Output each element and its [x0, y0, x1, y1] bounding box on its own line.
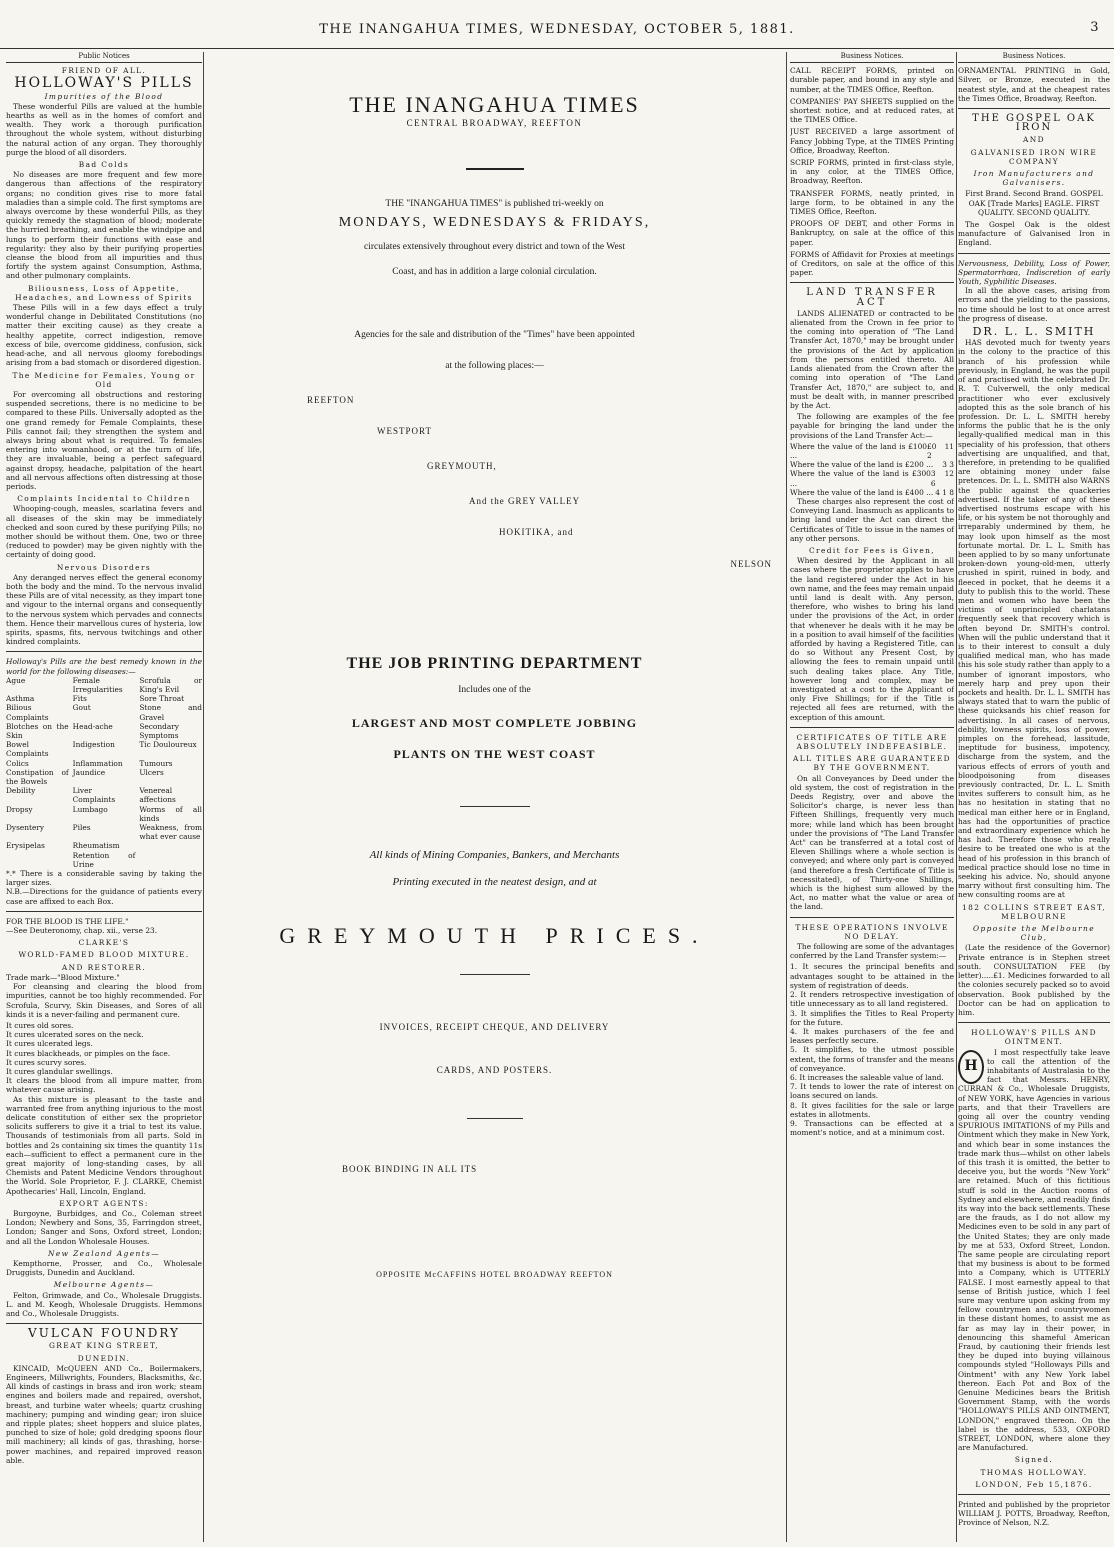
paragraph: In all the above cases, arising from errors and the yielding to the passions, no time should be lost to at once arrest the progress of disease.	[958, 286, 1110, 323]
disease-item: Colics	[6, 758, 29, 768]
heading: GALVANISED IRON WIRE COMPANY	[970, 147, 1098, 166]
fee-row	[790, 469, 954, 487]
paragraph: I most respectfully take leave to call the attention of the inhabitants of Australasia to the fact that Messrs. HENRY, CURRAN & Co., Wholesale Druggists, of NEW YORK, have Agencies in various parts, and that their Travellers are going all over the country vending SPURIOUS IMITATIONS of my Pills and Ointment which they make in New York, and which bear in some instances the trade mark thus—whilst on other labels of this trash it is omitted, the better to deceive you, but the words "New York" are retained. Much of this fictitious stuff is sold in the Auction rooms of Sydney and elsewhere, and readily finds its way into the back settlements. These are the frauds, as I do not allow my Medicines even to be sold in any part of the United States; they are only made by me at 533, Oxford Street, London. The same people are circulating report that my business is about to be formed into a Company, which is UTTERLY FALSE. I most earnestly appeal to that sense of British justice, which I feel sure may venture upon asking from my fellow countrymen and countrywomen in these distant homes, to assist me as far as may lay in their power, in denouncing this shameful American Fraud, by cautioning their friends lest they be duped into buying villainous compounds styled "Holloways Pills and Ointment" with any New York label thereon. Each Pot and Box of the Genuine Medicines bears the British Government Stamp, with the words "HOLLOWAY'S PILLS AND OINTMENT, LONDON," engraved thereon. On the label is the address, 533, OXFORD STREET, LONDON, where alone they are Manufactured.	[958, 1047, 1110, 1453]
masthead	[0, 22, 1114, 37]
agency-place: WESTPORT	[377, 425, 432, 436]
fee-table	[790, 442, 954, 497]
disease-item: Dropsy	[6, 804, 33, 814]
text: LARGEST AND MOST COMPLETE JOBBING	[351, 716, 638, 731]
publish-days: MONDAYS, WEDNESDAYS & FRIDAYS,	[338, 214, 651, 230]
disease-item: Dysentery	[6, 823, 45, 833]
text: Signed.	[1014, 1455, 1054, 1465]
disease-item	[139, 851, 202, 869]
disease-item: Erysipelas	[6, 841, 45, 851]
cure-item: It cures ulcerated sores on the neck.	[6, 1030, 144, 1040]
divider	[460, 806, 530, 807]
note: N.B.—Directions for the guidance of patients every case are affixed to each Box.	[6, 887, 202, 906]
heading: HOLLOWAY'S PILLS AND OINTMENT.	[971, 1028, 1097, 1047]
heading: HOLLOWAY'S PILLS	[14, 75, 194, 92]
text: Coast, and has in addition a large colonial circulation.	[392, 267, 597, 278]
cure-item: It cures blackheads, or pimples on the face.	[6, 1048, 171, 1058]
heading: THE GOSPEL OAK IRON	[972, 113, 1096, 134]
advantage-item: 7. It tends to lower the rate of interest on loans secured on lands.	[790, 1082, 954, 1101]
paragraph: Burgoyne, Burbidges, and Co., Coleman street London; Newbery and Sons, 35, Farringdon street, London; Sanger and Sons, Oxford street, London; and all the London Wholesale Houses.	[6, 1208, 202, 1246]
disease-item: Ague	[6, 675, 26, 685]
fee-value: 3 3	[942, 460, 954, 470]
disease-item: Blotches on the Skin	[6, 721, 69, 741]
divider	[467, 1118, 523, 1119]
divider	[790, 727, 954, 728]
disease-item: Lumbago	[72, 804, 108, 814]
text: Agencies for the sale and distribution of the "Times" have been appointed	[354, 330, 635, 341]
paragraph: KINCAID, McQUEEN AND Co., Boilermakers, Engineers, Millwrights, Founders, Blacksmiths, &c. All kinds of castings in brass and iron work; steam engines and boilers made and repaired, overshot, breast, and turbine water wheels; quartz crushing machinery; pumping and winding gear; iron sluice and ripple plates; sheet hoppers and sluice plates, punched to size of hole; gold dredging spoons flour mill machinery; all kinds of gas, thrashing, horse-power machines, and repaired improved reason able.	[6, 1363, 202, 1465]
cure-list	[6, 1021, 202, 1095]
disease-item: Inflammation	[72, 758, 123, 768]
divider	[958, 1494, 1110, 1495]
heading: WORLD-FAMED BLOOD MIXTURE.	[18, 950, 190, 960]
disease-item: Tic Douloureux	[139, 740, 197, 750]
column-times-advert	[207, 52, 782, 1542]
heading: DR. L. L. SMITH	[972, 325, 1096, 339]
paragraph: For overcoming all obstructions and restoring suspended secretions, there is no medicine to be compared to these Pills. Universally adopted as the one grand remedy for Female Complaints, these Pills cannot fail; they strengthen the system and always bring about what is required. To females entering into womanhood, or at the turn of life, they are invaluable, being a perfect safeguard against dropsy, headache, palpitation of the heart and all nervous affections often distressing at those periods.	[6, 389, 202, 491]
divider	[790, 917, 954, 918]
heading: VULCAN FOUNDRY	[28, 1326, 180, 1341]
note: Trade mark—"Blood Mixture."	[6, 972, 120, 982]
paper-title: THE INANGAHUA TIMES	[349, 92, 640, 117]
disease-item: Weakness, from what ever cause	[139, 823, 202, 842]
fee-desc: Where the value of the land is £100 ...	[790, 441, 927, 460]
fee-value: 3 12 6	[930, 469, 954, 488]
address: Opposite the Melbourne Club,	[973, 924, 1095, 943]
heading: CLARKE'S	[78, 938, 130, 948]
disease-item: Venereal affections	[139, 786, 176, 805]
heading: THESE OPERATIONS INVOLVE NO DELAY.	[795, 922, 949, 941]
text: PLANTS ON THE WEST COAST	[393, 747, 596, 762]
divider	[6, 1323, 202, 1324]
business-ad: SCRIP FORMS, printed in first-class style, in any color, at the TIMES Office, Broadway, Reefton.	[790, 158, 954, 186]
column-header: Public Notices	[6, 52, 202, 63]
column-public-notices	[6, 52, 202, 1542]
disease-item: Bilious Complaints	[6, 703, 49, 722]
paragraph: These wonderful Pills are valued at the humble hearths as well as in the homes of comfort and wealth. They work a thorough purification throughout the whole system, without disturbing the natural action of any organ. They thoroughly purge the blood of all disorders.	[6, 101, 202, 157]
cure-item: It clears the blood from all impure matter, from whatever cause arising.	[6, 1076, 202, 1095]
note: —See Deuteronomy, chap. xii., verse 23.	[6, 926, 158, 936]
column-rule	[203, 52, 204, 1542]
subheading: DUNEDIN.	[77, 1353, 131, 1363]
advantage-item: 9. Transactions can be effected at a moment's notice, and at a minimum cost.	[790, 1118, 954, 1138]
divider	[6, 911, 202, 912]
heading: FOR THE BLOOD IS THE LIFE."	[6, 916, 129, 926]
business-ad: CALL RECEIPT FORMS, printed on durable paper, and bound in any style and number, at the TIMES Office, Reefton.	[790, 66, 954, 94]
disease-item: Jaundice	[72, 767, 106, 777]
cure-item: It cures glandular swellings.	[6, 1066, 113, 1076]
paragraph: The following are examples of the fee payable for bringing the land under the provisions of the Land Transfer Act:—	[790, 412, 954, 440]
subheading: Credit for Fees is Given,	[808, 545, 936, 555]
paragraph: LANDS ALIENATED or contracted to be alienated from the Crown in fee prior to the coming into operation of "The Land Transfer Act, 1870," may be brought under the provisions of the Act by application from the persons entitled thereto. All Lands alienated from the Crown after the coming into operation of "The Land Transfer Act, 1870," are subject to, and must be dealt with, in manner prescribed by the Act.	[790, 308, 954, 410]
brand-marks: First Brand. Second Brand. GOSPEL OAK [Trade Marks] EAGLE. FIRST QUALITY. SECOND QUALITY.	[965, 189, 1103, 217]
divider	[958, 1022, 1110, 1023]
disease-item	[6, 851, 69, 869]
heading: Nervousness, Debility, Loss of Power, Spermatorrhœa, Indiscretion of early Youth, Syphilitic Diseases.	[958, 258, 1110, 287]
disease-item: Indigestion	[72, 740, 115, 750]
remedy-heading: Holloway's Pills are the best remedy known in the world for the following diseases:—	[6, 657, 202, 676]
paper-address: CENTRAL BROADWAY, REEFTON	[406, 118, 583, 129]
business-ad: JUST RECEIVED a large assortment of Fancy Jobbing Type, at the TIMES Printing Office, Broadway, Reefton.	[790, 127, 954, 155]
divider	[460, 974, 530, 975]
signature: THOMAS HOLLOWAY.	[980, 1467, 1088, 1477]
subheading: Complaints Incidental to Children	[17, 494, 191, 504]
paragraph: Whooping-cough, measles, scarlatina fevers and all diseases of the skin may be immediately checked and soon cured by these purifying Pills; no mother should be without them. One, two or three (reduced to powder) may be given nightly with the certainty of doing good.	[6, 504, 202, 560]
paragraph: For cleansing and clearing the blood from impurities, cannot be too highly recommended. For Scrofula, Scurvy, Skin Diseases, and Sores of all kinds it is a never-failing and permanent cure.	[6, 982, 202, 1019]
paragraph: No diseases are more frequent and few more dangerous than affections of the respiratory organs; no condition gives rise to more fatal maladies than a simple cold. The first symptoms are always overcome by these wonderful Pills, as they quickly remedy the stagnation of blood; moderate the hurried breathing, and enable the windpipe and lungs to perform their functions with ease and regularity: they also by their purifying properties cleanse the blood from all impurities and thus fortify the system against Consumption, Asthma, and other pulmonary complaints.	[6, 170, 202, 281]
column-header: Business Notices.	[790, 52, 954, 63]
column-header: Business Notices.	[958, 52, 1110, 63]
disease-item: Piles	[72, 823, 91, 833]
subheading: Impurities of the Blood	[44, 91, 164, 101]
advantages-list	[790, 962, 954, 1137]
ad-ornamental: ORNAMENTAL PRINTING in Gold, Silver, or Bronze, executed in the neatest style, and at the cheapest rates the Times Office, Broadway, Reefton.	[958, 66, 1110, 103]
masthead-title: THE INANGAHUA TIMES, WEDNESDAY, OCTOBER 5, 1881.	[319, 22, 795, 37]
paragraph: The Gospel Oak is the oldest manufacture of Galvanised Iron in England.	[958, 220, 1110, 248]
heading: AND RESTORER.	[61, 962, 147, 972]
disease-item: Scrofula or King's Evil	[139, 675, 202, 694]
paragraph: (Late the residence of the Governor) Private entrance is in Stephen street south. CONSULTATION FEE (by letter).....£1. Medicines forwarded to all the colonies securely packed so to avoid observation. Book published by the Doctor can be had on application to him.	[958, 943, 1110, 1017]
disease-item: Asthma	[6, 694, 35, 704]
disease-item: Bowel Complaints	[6, 740, 49, 759]
text: Printing executed in the neatest design, and at	[392, 875, 597, 888]
text: INVOICES, RECEIPT CHEQUE, AND DELIVERY	[379, 1022, 610, 1033]
disease-item: Head-ache	[72, 721, 113, 731]
paragraph: HAS devoted much for twenty years in the colony to the practice of this branch of his profession while previously, in England, he was the pupil of and practised with the celebrated Dr. R. T. Culverwell, the only medical practitioner who ever exclusively adopted this as the sole branch of his profession. Dr. L. L. SMITH hereby informs the public that he is the only legally-qualified medical man in this speciality of his profession, that others advertising are unqualified, and that, therefore, in pretending to be qualified are obtaining money under false pretences. Dr. L. L. SMITH also WARNS the public against the quackeries advertised. If the taker of any of these advertised nostrums escape with his life, or his system be not thoroughly and irreparably undermined by them, he may look upon himself as the most fortunate mortal. Dr. L. L. Smith has been applied to by so many unfortunate broken-down young-old-men, utterly crushed in spirit, ruined in body, and fleeced in pocket, that he deems it a duty to publish this to the world. These men and women who have been the victims of unprincipled charlatans frequently seek that recovery which is often beyond Dr. SMITH's control. When will the public understand that it is to their interest to consult a duly qualified medical man, who has made this his sole study rather than apply to a number of ignorant impostors, who merely harp and prey upon their pockets and health. Dr. L. L. SMITH has always stated that to warn the public of these quicksands his chief reason for advertising. In all cases of nervous, debility, lowness spirits, loss of power, pimples on the forehead, lassitude, ineptitude for business, impotency, discharge from the system, and the various effects of errors of youth and bloodpoisoning from diseases previously contracted, Dr. L. L. Smith invites sufferers to consult him, as he has no hesitation in stating that no medical man either here or in England, has had the opportunities of practice and extraordinary experience which he has had. Therefore those who really desire to be treated one who is at the head of his profession in this branch of medical practice should lose no time in seeking his advice. No, should anyone marry without first consulting him. The new consulting rooms are at	[958, 338, 1110, 900]
disease-item: Debility	[6, 786, 36, 796]
heading: ALL TITLES ARE GUARANTEED BY THE GOVERNMENT.	[793, 754, 951, 773]
fee-desc: Where the value of the land is £200 ...	[790, 460, 934, 470]
heading: FRIEND OF ALL.	[61, 66, 147, 76]
imprint: Printed and published by the proprietor WILLIAM J. POTTS, Broadway, Reefton, Province of Nelson, N.Z.	[958, 1500, 1110, 1528]
disease-item: Worms of all kinds	[139, 804, 202, 823]
heading: LAND TRANSFER ACT	[806, 287, 938, 308]
column-business-notices-2	[958, 52, 1110, 1542]
text: circulates extensively throughout every district and town of the West	[363, 241, 626, 252]
divider	[790, 282, 954, 283]
subheading: New Zealand Agents—	[48, 1248, 160, 1258]
advantage-item: 1. It secures the principal benefits and advantages sought to be attained in the system of registration of deeds.	[790, 962, 954, 990]
agency-place: HOKITIKA, and	[499, 527, 574, 538]
heading: CERTIFICATES OF TITLE ARE ABSOLUTELY INDEFEASIBLE.	[796, 732, 948, 752]
fee-row	[790, 460, 954, 469]
paragraph: These charges also represent the cost of Conveying Land. Inasmuch as applicants to bring land under the Act can direct the Certificates of Title to issue in the names of any other persons.	[790, 496, 954, 543]
disease-item: Stone and Gravel	[139, 703, 202, 722]
disease-item: Retention of Urine	[72, 850, 136, 869]
fee-value: 4 1 8	[935, 487, 954, 497]
subheading: AND	[1023, 135, 1045, 145]
disease-item: Rheumatism	[72, 841, 120, 851]
business-ad: PROOFS OF DEBT, and other Forms in Bankruptcy, on sale at the office of this paper.	[790, 219, 954, 247]
disease-item	[139, 841, 202, 850]
agency-place: GREYMOUTH,	[427, 461, 497, 472]
page-number: 3	[1090, 20, 1100, 35]
divider	[958, 108, 1110, 109]
divider	[6, 651, 202, 652]
small-ads	[790, 66, 954, 277]
note: *.* There is a considerable saving by taking the larger sizes.	[6, 869, 202, 888]
fee-row	[790, 442, 954, 460]
cure-item: It cures scurvy sores.	[6, 1057, 87, 1067]
advantage-item: 8. It gives facilities for the sale or large estates in allotments.	[790, 1100, 954, 1119]
disease-list	[6, 676, 202, 869]
agency-place: And the GREY VALLEY	[469, 496, 581, 507]
business-ad: FORMS of Affidavit for Proxies at meetings of Creditors, on sale at the office of this paper.	[790, 249, 954, 278]
disease-item: Gout	[72, 703, 91, 713]
text: CARDS, AND POSTERS.	[436, 1065, 553, 1076]
column-rule	[956, 52, 957, 1542]
text: Includes one of the	[458, 685, 531, 696]
business-ad: TRANSFER FORMS, neatly printed, in large form, to be obtained in any the TIMES Office, Reefton.	[790, 188, 954, 217]
text: OPPOSITE McCAFFINS HOTEL BROADWAY REEFTON	[376, 1269, 613, 1279]
subheading: The Medicine for Females, Young or Old	[12, 370, 196, 389]
fee-row	[790, 488, 954, 497]
paragraph: As this mixture is pleasant to the taste and warranted free from anything injurious to the most delicate constitution of either sex the proprietor solicits sufferers to give it a trial to test its value. Thousands of testimonials from all parts. Sold in bottles and 2s containing six times the quantity 11s each—sufficient to effect a permanent cure in the great majority of long-standing cases, by all Chemists and Patent Medicine Vendors throughout the World. Sole Proprietor, F. J. CLARKE, Chemist Apothecaries' Hall, Lincoln, England.	[6, 1094, 202, 1196]
subheading: Biliousness, Loss of Appetite, Headaches, and Lowness of Spirits	[15, 283, 193, 302]
column-business-notices	[790, 52, 954, 1542]
disease-item: Ulcers	[139, 767, 164, 777]
disease-item: Liver Complaints	[72, 786, 116, 805]
text: LONDON, Feb 15,1876.	[975, 1479, 1093, 1489]
column-rule	[786, 52, 787, 1542]
subheading: EXPORT AGENTS:	[59, 1198, 149, 1208]
trade-mark-seal-icon: H	[958, 1050, 984, 1084]
disease-item: Constipation of the Bowels	[6, 767, 69, 787]
text: All kinds of Mining Companies, Bankers, and Merchants	[369, 848, 620, 861]
advantage-item: 2. It renders retrospective investigation of title unnecessary as to all land registered.	[790, 990, 954, 1009]
advantage-item: 6. It increases the saleable value of land.	[790, 1072, 944, 1082]
paragraph: The following are some of the advantages conferred by the Land Transfer system:—	[790, 942, 954, 961]
divider	[958, 253, 1110, 254]
advantage-item: 4. It makes purchasers of the fee and leases perfectly secure.	[790, 1026, 954, 1046]
fee-desc: Where the value of the land is £400 ...	[790, 487, 934, 497]
fee-value: £0 11 2	[927, 441, 954, 460]
text: THE "INANGAHUA TIMES" is published tri-weekly on	[385, 199, 604, 210]
text: at the following places:—	[445, 361, 544, 372]
business-ad: COMPANIES' PAY SHEETS supplied on the shortest notice, and at reduced rates, at the TIMES Office.	[790, 96, 954, 125]
disease-item: Secondary Symptoms	[139, 721, 179, 741]
agency-place: NELSON	[730, 558, 772, 569]
text: BOOK BINDING IN ALL ITS	[342, 1163, 478, 1174]
cure-item: It cures old sores.	[6, 1020, 74, 1030]
agency-place: REEFTON	[307, 394, 355, 405]
paragraph: When desired by the Applicant in all cases where the proprietor applies to have the land registered under the Act in his own name, and the fees may remain unpaid until land is dealt with. Any person, therefore, who wishes to bring his land under the provisions of the Act, in order that whenever he deals with it he may be in a position to avail himself of the facilities afforded by having a Registered Title, can do so Without any Present Cost, by allowing the fees to remain unpaid until such dealing takes place. Any Title, however long and complex, may be investigated at a cost to the Applicant of only Five Shillings; for if the Title is rejected all fees are returned, with the exception of this amount.	[790, 556, 954, 722]
subheading: GREAT KING STREET,	[49, 1341, 159, 1351]
paragraph: Felton, Grimwade, and Co., Wholesale Druggists. L. and M. Keogh, Wholesale Druggists. Hemmons and Co., Wholesale Druggists.	[6, 1290, 202, 1318]
top-rule	[0, 48, 1114, 49]
cure-item: It cures ulcerated legs.	[6, 1039, 93, 1049]
subheading: Nervous Disorders	[56, 562, 152, 572]
fee-desc: Where the value of the land is £300 ...	[790, 469, 931, 488]
job-printing-heading: THE JOB PRINTING DEPARTMENT	[346, 654, 643, 672]
disease-item: Female Irregularities	[72, 675, 123, 694]
disease-item: Sore Throat	[139, 694, 185, 704]
paragraph: Kempthorne, Prosser, and Co., Wholesale Druggists, Dunedin and Auckland.	[6, 1258, 202, 1278]
subheading: Bad Colds	[78, 160, 130, 170]
paragraph: These Pills will in a few days effect a truly wonderful change in Debilitated Constitutions (no matter their exciting cause) as they create a healthy appetite, correct indigestion, remove excess of bile, overcome giddiness, confusion, sick head-ache, and all nervous gloomy forebodings arising from a bad stomach or disordered digestion.	[6, 303, 202, 368]
subheading: Melbourne Agents—	[53, 1280, 155, 1290]
divider	[466, 168, 524, 170]
paragraph: On all Conveyances by Deed under the old system, the cost of registration in the Deeds Registry, over and above the Solicitor's charge, is never less than Fifteen Shillings, frequently very much more; while land which has been brought under the provisions of "The Land Transfer Act" can be transferred at a total cost of Eleven Shillings where a whole section is conveyed; and where only part is conveyed (and therefore a fresh Certificate of Title is necessitated), of Thirty-one Shillings, which is the highest sum allowed by the Act, no matter what the value or area of the land.	[790, 773, 954, 912]
disease-item: Tumours	[139, 758, 173, 768]
advantage-item: 5. It simplifies, to the utmost possible extent, the forms of transfer and the means of conveyance.	[790, 1045, 954, 1073]
prices-heading: GREYMOUTH PRICES.	[279, 923, 710, 949]
paragraph: Any deranged nerves effect the general economy both the body and the mind. To the nervous invalid these Pills are of vital necessity, as they impart tone and vigour to the internal organs and consequently to the nervous system which pervades and connects them. Hence their marvellous cures of hysteria, low spirits, spasms, fits, nervous twitchings and other kindred complaints.	[6, 572, 202, 647]
address: 182 COLLINS STREET EAST, MELBOURNE	[962, 902, 1106, 921]
disease-item: Fits	[72, 694, 87, 704]
subheading: Iron Manufacturers and Galvanisers.	[973, 169, 1095, 188]
advantage-item: 3. It simplifies the Titles to Real Property for the future.	[790, 1008, 954, 1027]
